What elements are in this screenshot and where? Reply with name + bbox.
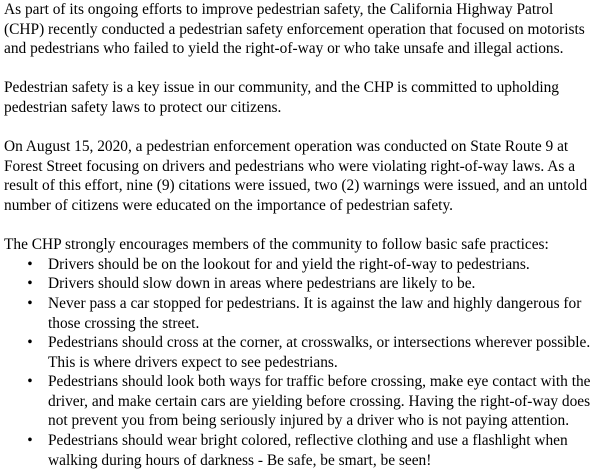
list-item-text: Never pass a car stopped for pedestrians. It is against the law and highly dangerous for those crossing the street.	[48, 294, 582, 332]
list-item-text: Pedestrians should cross at the corner, at crosswalks, or intersections wherever possible. This is where drivers expect to see pedestrians.	[48, 334, 591, 371]
bullet-icon: •	[27, 294, 33, 312]
list-item	[4, 333, 596, 372]
list-item	[4, 274, 596, 294]
bullet-icon: •	[27, 334, 33, 352]
paragraph-operation-results: On August 15, 2020, a pedestrian enforcement operation was conducted on State Route 9 at Forest Street focusing on drivers and pedestrians who were violating right-of-way laws. As a result of this effort, nine (9) citations were issued, two (2) warnings were issued, and an untold number of citizens were educated on the importance of pedestrian safety.	[4, 138, 588, 214]
paragraph-intro-operation: As part of its ongoing efforts to improve pedestrian safety, the California Highway Patrol (CHP) recently conducted a pedestrian safety enforcement operation that focused on motorists and pedestrians who failed to yield the right-of-way or who take unsafe and illegal actions.	[4, 1, 585, 58]
bullet-icon: •	[27, 255, 33, 273]
paragraph-safety-commitment: Pedestrian safety is a key issue in our community, and the CHP is committed to upholding pedestrian safety laws to protect our citizens.	[4, 79, 559, 116]
list-item	[4, 431, 596, 470]
list-item	[4, 372, 596, 431]
safe-practices-list	[4, 255, 596, 470]
bullet-icon: •	[27, 373, 33, 391]
bullet-icon: •	[27, 432, 33, 450]
list-item-text: Pedestrians should wear bright colored, reflective clothing and use a flashlight when walking during hours of darkness - Be safe, be smart, be seen!	[48, 432, 568, 469]
list-item-text: Drivers should be on the lookout for and yield the right-of-way to pedestrians.	[48, 255, 530, 273]
bullet-icon: •	[27, 275, 33, 293]
list-item-text: Pedestrians should look both ways for traffic before crossing, make eye contact with the driver, and make certain cars are yielding before crossing. Having the right-of-way does not prevent you from being seriously injured by a driver who is not paying attention.	[48, 373, 591, 430]
list-item-text: Drivers should slow down in areas where pedestrians are likely to be.	[48, 275, 476, 293]
list-item	[4, 255, 596, 275]
list-item	[4, 294, 596, 333]
press-release-body	[4, 0, 596, 470]
safe-practices-intro: The CHP strongly encourages members of the community to follow basic safe practices:	[4, 236, 549, 254]
